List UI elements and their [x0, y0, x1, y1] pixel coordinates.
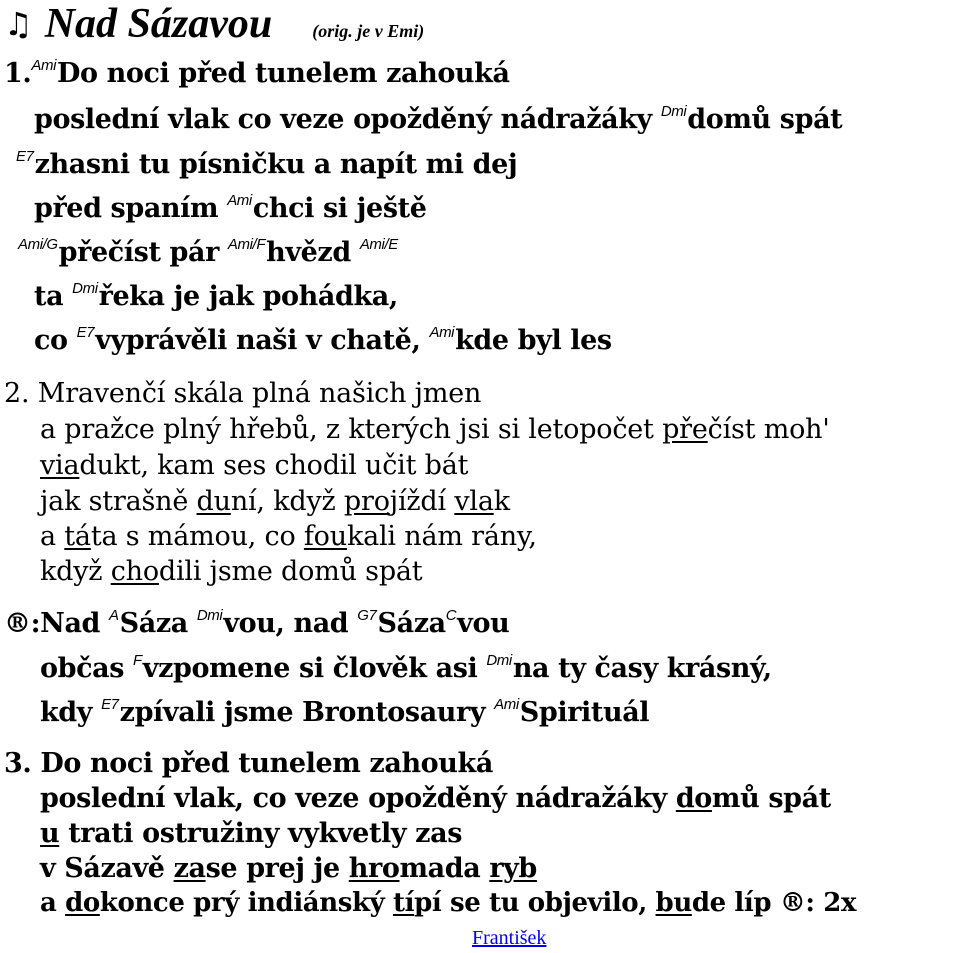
verse1-line7: co $^{E7}$vyprávěli naši v chatě, $^{Ami}$kde byl les	[34, 324, 612, 356]
chord: Ami	[227, 192, 252, 209]
chord: Dmi	[486, 652, 512, 669]
verse3-line5: a dokonce prý indiánský típí se tu objevilo, bude líp ®: 2x	[40, 888, 857, 918]
chord: E7	[76, 324, 95, 341]
chord: Ami	[429, 324, 455, 341]
verse3-line3: u trati ostružiny vykvetly zas	[40, 818, 462, 849]
chord: F	[133, 652, 142, 669]
author-link[interactable]: František	[472, 927, 547, 949]
verse2-line2: a pražce plný hřebů, z kterých jsi si letopočet přečíst moh'	[40, 414, 830, 445]
chord: G7	[357, 607, 377, 624]
chord: Ami/E	[359, 236, 398, 253]
title-row	[4, 0, 424, 50]
verse3-line4: v Sázavě zase prej je hromada ryb	[40, 853, 537, 884]
verse3-line2: poslední vlak, co veze opožděný nádražáky domů spát	[40, 783, 831, 814]
original-key-note: (orig. je v Emi)	[312, 21, 425, 41]
verse3-line1: 3. Do noci před tunelem zahouká	[4, 748, 493, 779]
refrain-line3: kdy $^{E7}$zpívali jsme Brontosaury $^{Ami}$Spirituál	[40, 696, 650, 728]
verse2-line5: a táta s mámou, co foukali nám rány,	[40, 521, 537, 552]
chord: Dmi	[72, 280, 98, 297]
refrain-line2: občas $^F$vzpomene si člověk asi $^{Dmi}$na ty časy krásný,	[40, 652, 772, 684]
verse1-line5: $^{Ami/G}$přečíst pár $^{Ami/F}$hvězd $^{Ami/E}$	[18, 236, 398, 268]
chord: Ami	[31, 57, 57, 74]
song-title: Nad Sázavou	[44, 1, 273, 47]
verse1-line4: před spaním $^{Ami}$chci si ještě	[34, 192, 427, 224]
music-note-icon: ♫	[4, 5, 33, 43]
chord: Ami	[494, 696, 519, 713]
verse2-line4: jak strašně duní, když projíždí vlak	[40, 486, 510, 517]
chord: Dmi	[196, 607, 223, 624]
chord: E7	[101, 696, 119, 713]
verse1-line1: 1.$^{Ami}$Do noci před tunelem zahouká	[4, 57, 510, 89]
verse1-line6: ta $^{Dmi}$řeka je jak pohádka,	[34, 280, 398, 312]
refrain-symbol: ®	[779, 888, 806, 918]
verse2-line1: 2. Mravenčí skála plná našich jmen	[4, 378, 482, 409]
verse2-line3: viadukt, kam ses chodil učit bát	[40, 450, 469, 481]
chord: Dmi	[660, 103, 687, 120]
chord: A	[109, 607, 119, 624]
chord: Ami/G	[18, 236, 58, 253]
chord: C	[445, 607, 457, 624]
refrain-line1: ®:Nad $^A$Sáza $^{Dmi}$vou, nad $^{G7}$Sáza$^C$vou	[4, 607, 510, 639]
verse1-line3: $^{E7}$zhasni tu písničku a napít mi dej	[16, 148, 518, 180]
chord: Ami/F	[227, 236, 266, 253]
refrain-symbol: ®	[4, 608, 31, 639]
chord: E7	[16, 148, 34, 165]
verse2-line6: když chodili jsme domů spát	[40, 556, 423, 587]
verse1-line2: poslední vlak co veze opožděný nádražáky $^{Dmi}$domů spát	[34, 103, 843, 135]
